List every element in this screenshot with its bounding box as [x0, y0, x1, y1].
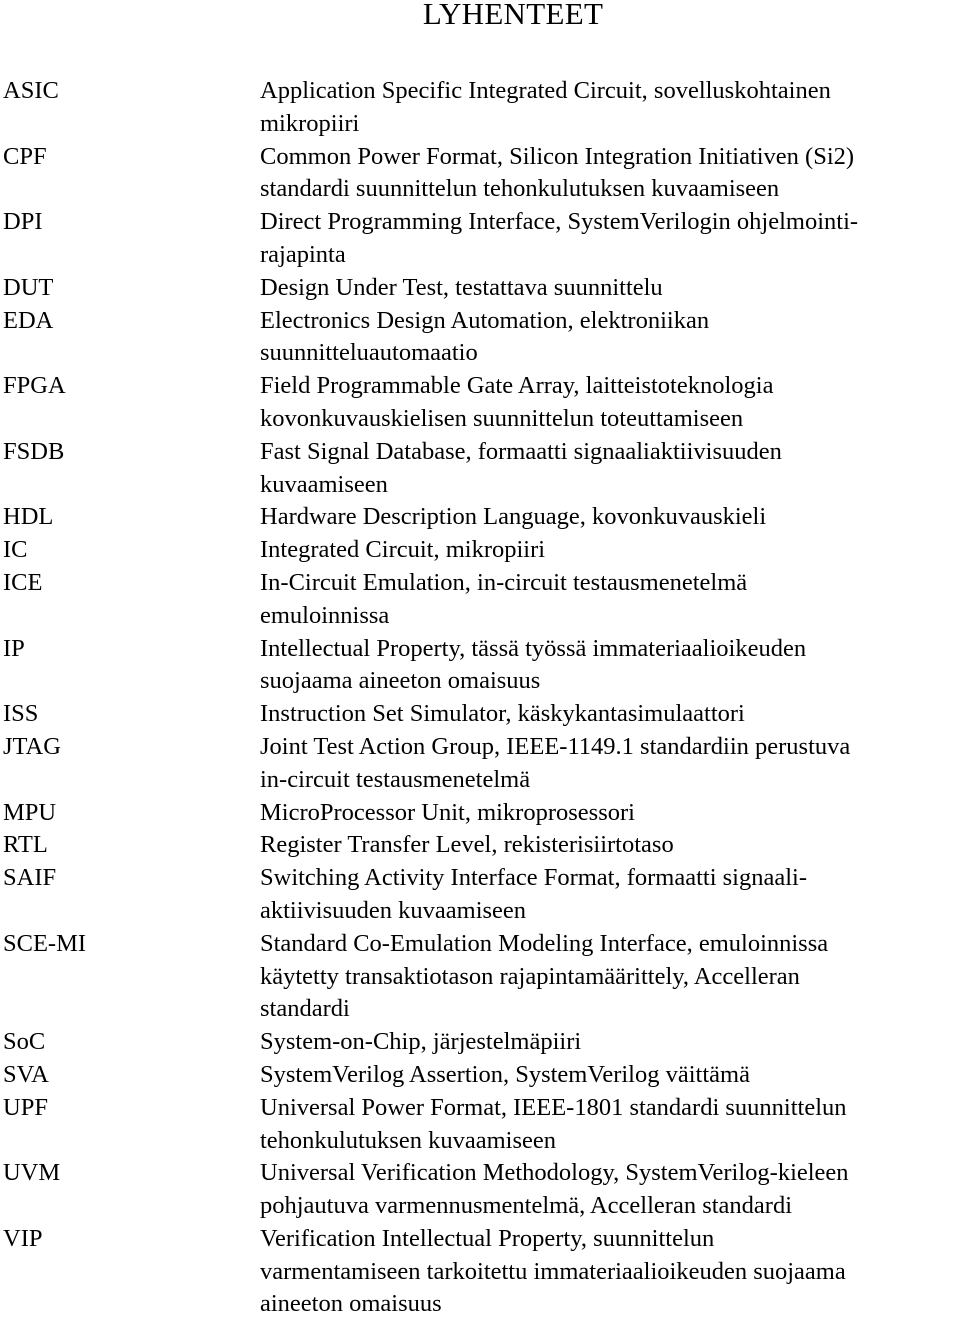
abbreviation-row [0, 206, 960, 272]
definition-line: emuloinnissa [260, 601, 390, 629]
abbreviation-row [0, 1059, 960, 1092]
abbreviation-definition [260, 1059, 960, 1092]
abbreviation-term: SVA [3, 1060, 49, 1088]
abbreviation-definition [260, 862, 960, 928]
abbreviation-definition [260, 75, 960, 141]
abbreviation-row [0, 141, 960, 207]
abbreviation-term: MPU [3, 798, 57, 826]
abbreviation-term: VIP [3, 1224, 43, 1252]
abbreviation-term: ISS [3, 700, 39, 728]
definition-line: Design Under Test, testattava suunnittelu [260, 273, 663, 301]
abbreviation-term: ASIC [3, 77, 59, 104]
definition-line: Fast Signal Database, formaatti signaaliaktiivisuuden [260, 437, 782, 465]
abbreviation-definition [260, 698, 960, 731]
definition-line: Standard Co-Emulation Modeling Interface, emuloinnissa [260, 929, 829, 957]
abbreviation-definition [260, 633, 960, 699]
abbreviation-term: JTAG [3, 732, 61, 760]
definition-line: pohjautuva varmennusmentelmä, Accelleran standardi [260, 1192, 793, 1220]
abbreviation-term: DUT [3, 273, 54, 301]
page-title: LYHENTEET [422, 0, 604, 31]
abbreviation-term: SAIF [3, 864, 57, 892]
definition-line: standardi [260, 995, 350, 1023]
abbreviation-row [0, 1026, 960, 1059]
abbreviation-definition [260, 436, 960, 502]
definition-line: varmentamiseen tarkoitettu immateriaalioikeuden suojaama [260, 1257, 846, 1285]
abbreviation-row [0, 501, 960, 534]
definition-line: System-on-Chip, järjestelmäpiiri [260, 1028, 582, 1056]
abbreviation-row [0, 75, 960, 141]
abbreviation-definition [260, 1223, 960, 1321]
abbreviation-row [0, 305, 960, 371]
abbreviation-definition [260, 731, 960, 797]
abbreviation-term: FSDB [3, 437, 65, 465]
abbreviation-row [0, 797, 960, 830]
abbreviation-definition [260, 305, 960, 371]
definition-line: MicroProcessor Unit, mikroprosessori [260, 798, 635, 826]
abbreviation-list [0, 75, 960, 1321]
abbreviation-definition [260, 1157, 960, 1223]
abbreviation-row [0, 1092, 960, 1158]
definition-line: Field Programmable Gate Array, laitteistoteknologia [260, 372, 774, 400]
abbreviation-row [0, 1223, 960, 1321]
abbreviation-term: HDL [3, 503, 54, 531]
abbreviation-term: CPF [3, 142, 47, 170]
abbreviation-row [0, 731, 960, 797]
abbreviation-definition [260, 206, 960, 272]
abbreviation-definition [260, 1092, 960, 1158]
definition-line: Common Power Format, Silicon Integration Initiativen (Si2) [260, 142, 855, 170]
abbreviation-term: EDA [3, 306, 54, 334]
abbreviation-definition [260, 1026, 960, 1059]
definition-line: Universal Power Format, IEEE-1801 standardi suunnittelun [260, 1093, 847, 1121]
definition-line: Switching Activity Interface Format, formaatti signaali- [260, 864, 808, 892]
abbreviation-definition [260, 567, 960, 633]
definition-line: Verification Intellectual Property, suunnittelun [260, 1224, 715, 1252]
definition-line: aineeton omaisuus [260, 1290, 442, 1318]
definition-line: in-circuit testausmenetelmä [260, 765, 531, 793]
definition-line: rajapinta [260, 240, 346, 268]
abbreviation-row [0, 436, 960, 502]
definition-line: suunnitteluautomaatio [260, 339, 478, 367]
abbreviation-term: IP [3, 634, 25, 662]
definition-line: aktiivisuuden kuvaamiseen [260, 896, 527, 924]
abbreviation-term: IC [3, 536, 28, 564]
abbreviation-row [0, 567, 960, 633]
abbreviation-row [0, 698, 960, 731]
abbreviation-definition [260, 797, 960, 830]
definition-line: tehonkulutuksen kuvaamiseen [260, 1126, 556, 1154]
definition-line: Application Specific Integrated Circuit, sovelluskohtainen [260, 77, 831, 104]
abbreviation-term: UVM [3, 1159, 61, 1187]
abbreviation-term: SCE-MI [3, 929, 87, 957]
abbreviation-term: UPF [3, 1093, 48, 1121]
abbreviation-definition [260, 534, 960, 567]
definition-line: standardi suunnittelun tehonkulutuksen kuvaamiseen [260, 175, 780, 203]
abbreviation-row [0, 534, 960, 567]
abbreviation-row [0, 862, 960, 928]
abbreviation-term: RTL [3, 831, 48, 859]
definition-line: Register Transfer Level, rekisterisiirtotaso [260, 831, 674, 859]
abbreviation-definition [260, 141, 960, 207]
definition-line: Integrated Circuit, mikropiiri [260, 536, 546, 564]
abbreviation-row [0, 1157, 960, 1223]
definition-line: Intellectual Property, tässä työssä immateriaalioikeuden [260, 634, 807, 662]
abbreviation-definition [260, 370, 960, 436]
definition-line: kuvaamiseen [260, 470, 388, 498]
abbreviation-term: FPGA [3, 372, 66, 400]
abbreviation-row [0, 370, 960, 436]
abbreviation-definition [260, 829, 960, 862]
abbreviation-row [0, 272, 960, 305]
definition-line: Universal Verification Methodology, SystemVerilog-kieleen [260, 1159, 849, 1187]
definition-line: Electronics Design Automation, elektroniikan [260, 306, 710, 334]
definition-line: In-Circuit Emulation, in-circuit testausmenetelmä [260, 568, 748, 596]
abbreviation-row [0, 633, 960, 699]
definition-line: SystemVerilog Assertion, SystemVerilog väittämä [260, 1060, 750, 1088]
abbreviation-term: SoC [3, 1028, 46, 1056]
definition-line: Joint Test Action Group, IEEE-1149.1 standardiin perustuva [260, 732, 851, 760]
definition-line: suojaama aineeton omaisuus [260, 667, 541, 695]
abbreviation-definition [260, 928, 960, 1026]
definition-line: kovonkuvauskielisen suunnittelun toteuttamiseen [260, 404, 744, 432]
abbreviation-definition [260, 272, 960, 305]
definition-line: Direct Programming Interface, SystemVerilogin ohjelmointi- [260, 208, 859, 236]
abbreviation-row [0, 829, 960, 862]
abbreviation-definition [260, 501, 960, 534]
definition-line: Hardware Description Language, kovonkuvauskieli [260, 503, 767, 531]
definition-line: mikropiiri [260, 109, 360, 137]
abbreviation-row [0, 928, 960, 1026]
definition-line: Instruction Set Simulator, käskykantasimulaattori [260, 700, 745, 728]
abbreviation-term: DPI [3, 208, 43, 236]
abbreviation-term: ICE [3, 568, 43, 596]
definition-line: käytetty transaktiotason rajapintamäärittely, Accelleran [260, 962, 800, 990]
